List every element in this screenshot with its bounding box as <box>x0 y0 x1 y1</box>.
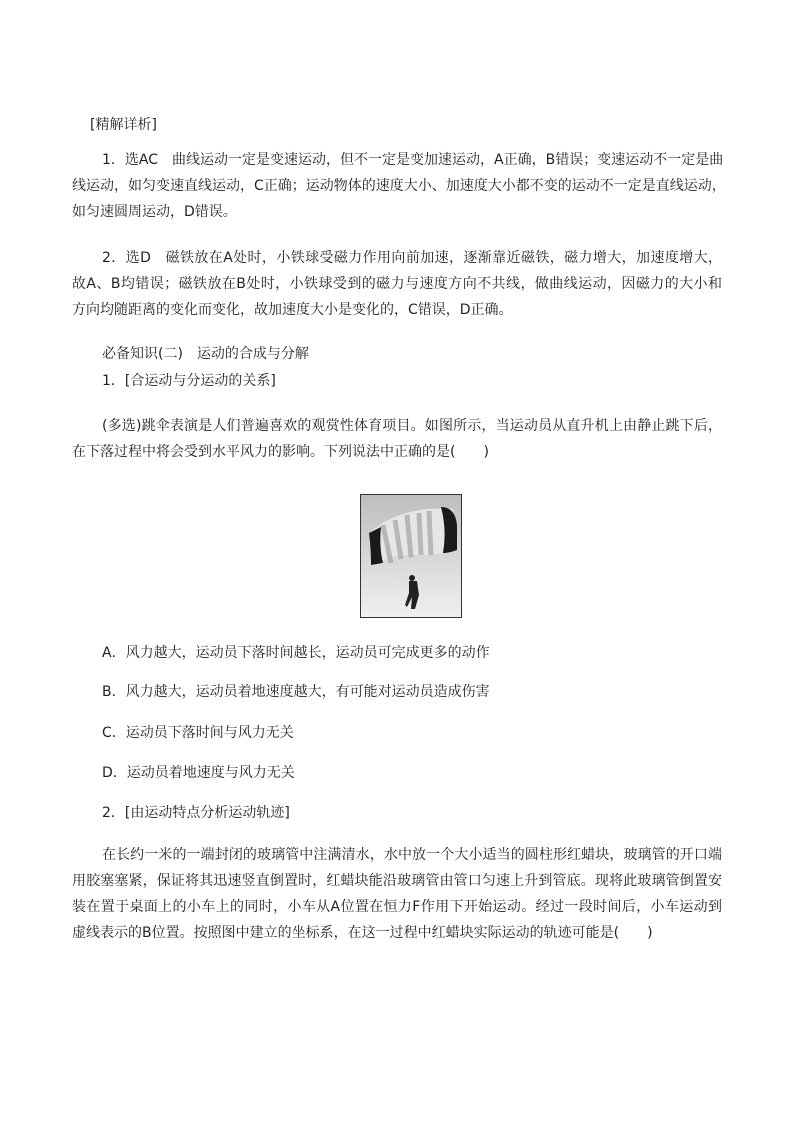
analysis-1-line: 1．选AC 曲线运动一定是变速运动，但不一定是变加速运动，A正确，B错误；变速运动不一定是曲 <box>102 152 724 168</box>
section-title: 必备知识(二) 运动的合成与分解 <box>102 346 309 362</box>
analysis-2-line: 故A、B均错误；磁铁放在B处时，小铁球受到的磁力与速度方向不共线，做曲线运动，因磁力的大小和 <box>72 276 722 292</box>
question-1-label: 1．[合运动与分运动的关系] <box>102 373 276 389</box>
question-1-stem: (多选)跳伞表演是人们普遍喜欢的观赏性体育项目。如图所示，当运动员从直升机上由静止跳下后， <box>102 418 722 434</box>
analysis-1-line: 线运动，如匀变速直线运动，C正确；运动物体的速度大小、加速度大小都不变的运动不一定是直线运动， <box>72 178 726 194</box>
question-2-stem: 装在置于桌面上的小车上的同时，小车从A位置在恒力F作用下开始运动。经过一段时间后，小车运动到 <box>72 899 722 915</box>
question-2-stem: 用胶塞塞紧，保证将其迅速竖直倒置时，红蜡块能沿玻璃管由管口匀速上升到管底。现将此玻璃管倒置安 <box>72 873 722 889</box>
question-1-stem: 在下落过程中将会受到水平风力的影响。下列说法中正确的是( ) <box>72 444 489 460</box>
option-c: C．运动员下落时间与风力无关 <box>102 725 294 741</box>
option-d: D．运动员着地速度与风力无关 <box>102 765 295 781</box>
analysis-2-line: 2．选D 磁铁放在A处时，小铁球受磁力作用向前加速，逐渐靠近磁铁，磁力增大，加速度增大， <box>102 250 722 266</box>
option-b: B．风力越大，运动员着地速度越大，有可能对运动员造成伤害 <box>102 684 490 700</box>
analysis-2-line: 方向均随距离的变化而变化，故加速度大小是变化的，C错误，D正确。 <box>72 302 513 318</box>
parachutist-figure <box>360 494 462 618</box>
question-2-label: 2．[由运动特点分析运动轨迹] <box>102 805 290 821</box>
option-a: A．风力越大，运动员下落时间越长，运动员可完成更多的动作 <box>102 645 490 661</box>
analysis-heading: [精解详析] <box>90 117 157 133</box>
question-2-stem: 在长约一米的一端封闭的玻璃管中注满清水，水中放一个大小适当的圆柱形红蜡块，玻璃管的开口端 <box>102 847 722 863</box>
question-2-stem: 虚线表示的B位置。按照图中建立的坐标系，在这一过程中红蜡块实际运动的轨迹可能是( ) <box>72 925 653 941</box>
analysis-1-line: 如匀速圆周运动，D错误。 <box>72 204 237 220</box>
